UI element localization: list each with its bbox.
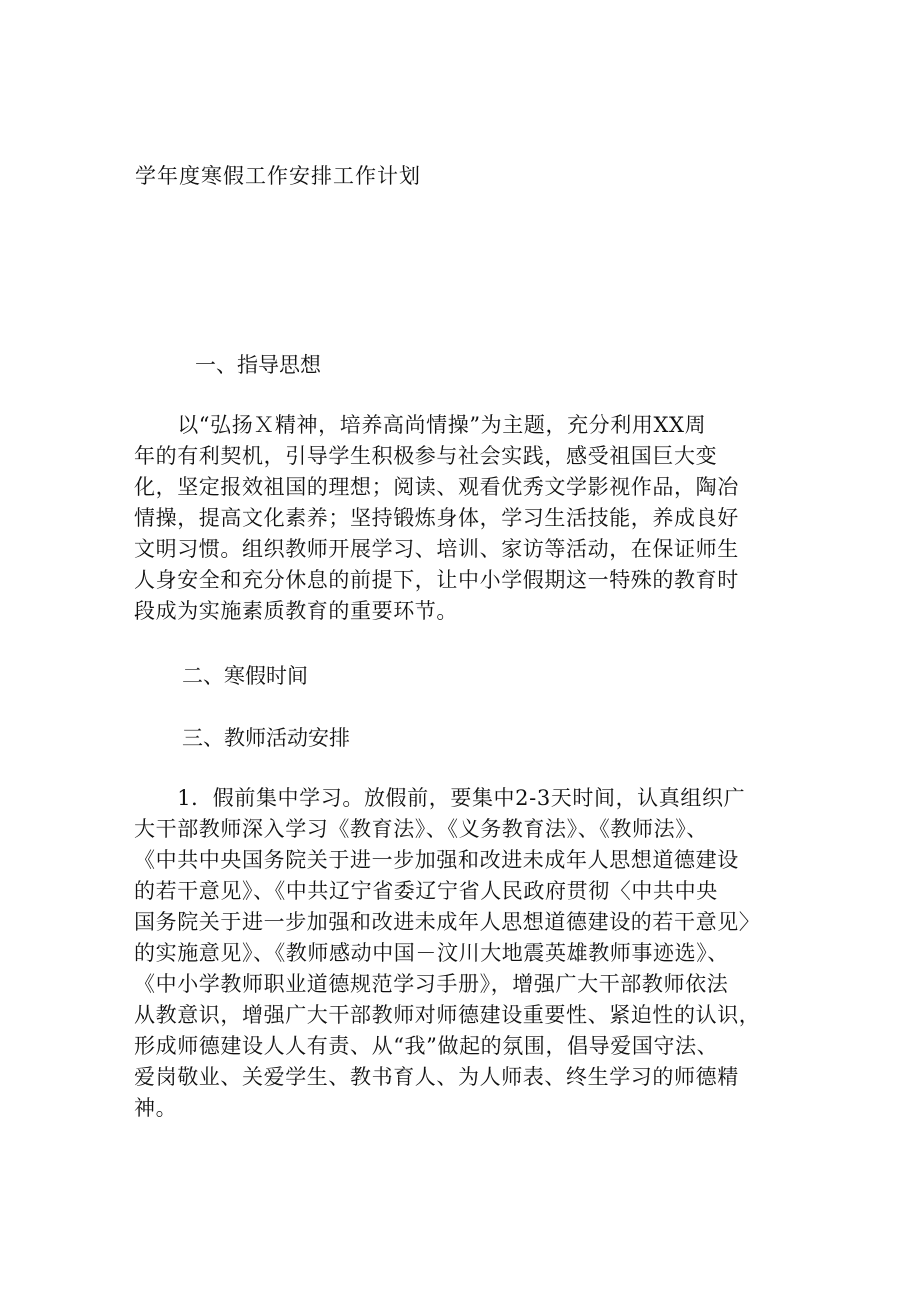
paragraph-line: 人身安全和充分休息的前提下，让中小学假期这一特殊的教育时 [134,568,739,592]
document-title: 学年度寒假工作安排工作计划 [135,164,421,188]
paragraph-line: 段成为实施素质教育的重要环节。 [134,599,458,623]
paragraph-line: 情操，提高文化素养；坚持锻炼身体，学习生活技能，养成良好 [134,506,739,530]
paragraph-line: 年的有利契机，引导学生积极参与社会实践，感受祖国巨大变 [134,444,718,468]
paragraph-line: 爱岗敬业、关爱学生、教书育人、为人师表、终生学习的师德精 [134,1065,739,1089]
paragraph-line: 神。 [134,1096,178,1120]
section-heading-winter-break-time: 二、寒假时间 [182,664,308,688]
section-heading-teacher-activities: 三、教师活动安排 [182,726,350,750]
paragraph-line: 从教意识，增强广大干部教师对师德建设重要性、紧迫性的认识， [134,1003,761,1027]
paragraph-line: 《中小学教师职业道德规范学习手册》，增强广大干部教师依法 [134,972,729,996]
paragraph-line: 形成师德建设人人有责、从“我”做起的氛围，倡导爱国守法、 [134,1034,719,1058]
paragraph-line: 的实施意见》、《教师感动中国－汶川大地震英雄教师事迹选》、 [134,941,729,965]
paragraph-line: 大干部教师深入学习《教育法》、《义务教育法》、《教师法》、 [134,817,708,841]
paragraph-guiding-ideology [134,410,794,627]
paragraph-line: 文明习惯。组织教师开展学习、培训、家访等活动，在保证师生 [134,537,739,561]
paragraph-line: 的若干意见》、《中共辽宁省委辽宁省人民政府贯彻〈中共中央 [134,879,718,903]
paragraph-line: 化，坚定报效祖国的理想；阅读、观看优秀文学影视作品，陶冶 [134,475,739,499]
section-heading-guiding-ideology: 一、指导思想 [195,353,321,377]
paragraph-line: 以“弘扬Ｘ精神，培养高尚情操”为主题，充分利用XX周 [134,413,707,437]
paragraph-line: 国务院关于进一步加强和改进未成年人思想道德建设的若干意见〉 [134,910,761,934]
paragraph-pre-break-study [134,783,794,1124]
paragraph-line: 《中共中央国务院关于进一步加强和改进未成年人思想道德建设 [134,848,739,872]
paragraph-line: 1．假前集中学习。放假前，要集中2-3天时间，认真组织广 [134,786,746,810]
